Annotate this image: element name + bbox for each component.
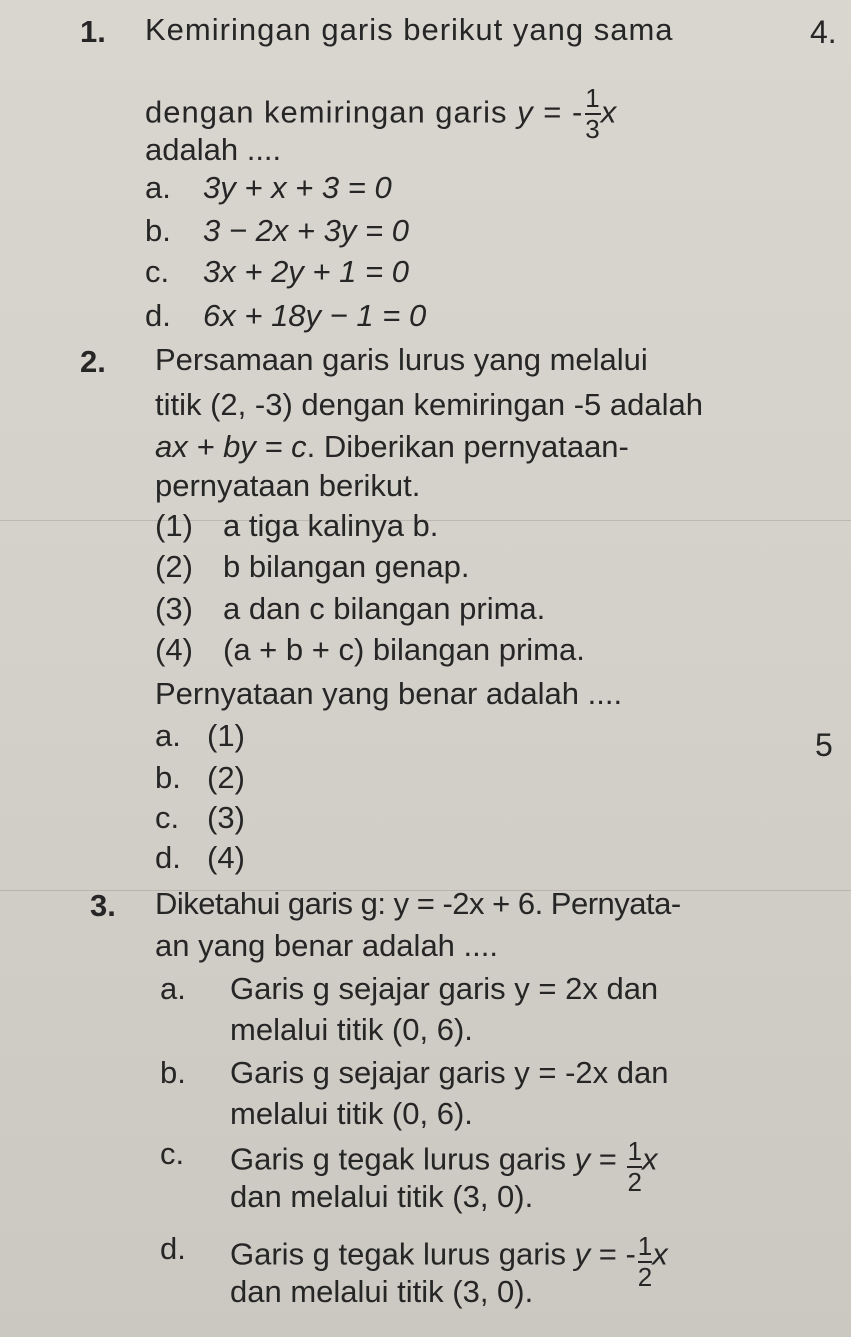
q1-option-a (145, 170, 392, 205)
option-letter: b. (155, 760, 181, 795)
option-text: Garis g sejajar garis y = 2x dan (230, 971, 659, 1006)
eq-sign: = - (598, 1236, 636, 1272)
option-text: (2) (207, 760, 245, 795)
q2-statement-1 (155, 508, 439, 543)
option-letter: a. (145, 170, 171, 205)
q1-option-b (145, 213, 409, 248)
q3-option-c-cont: dan melalui titik (3, 0). (230, 1179, 534, 1214)
q3-option-a (160, 971, 659, 1006)
option-letter: b. (145, 213, 171, 248)
option-letter: a. (155, 718, 181, 753)
statement-text: a tiga kalinya b. (223, 508, 439, 543)
q2-line3 (155, 431, 629, 462)
eq-lhs: y (574, 1141, 591, 1177)
fraction (638, 1233, 652, 1292)
option-letter: c. (145, 254, 170, 289)
statement-num: (3) (155, 591, 193, 626)
option-letter: b. (160, 1055, 186, 1090)
statement-num: (2) (155, 549, 193, 584)
statement-num: (1) (155, 508, 193, 543)
q3-line2: an yang benar adalah .... (155, 928, 498, 963)
q2-option-b (155, 760, 245, 795)
option-text: 3 − 2x + 3y = 0 (203, 213, 409, 248)
q3-line1: Diketahui garis g: y = -2x + 6. Pernyata- (155, 886, 681, 921)
frac-den: 2 (627, 1167, 642, 1198)
q3-option-b-cont: melalui titik (0, 6). (230, 1096, 473, 1131)
q2-statement-2 (155, 549, 470, 584)
frac-den: 2 (637, 1262, 653, 1293)
q1-frac-num: 1 (585, 83, 601, 113)
q4-number: 4. (810, 14, 837, 50)
q1-number: 1. (80, 14, 106, 49)
q2-line2: titik (2, -3) dengan kemiringan -5 adalah (155, 387, 703, 422)
option-text: Garis g sejajar garis y = -2x dan (230, 1055, 669, 1090)
statement-text: (a + b + c) bilangan prima. (223, 632, 585, 667)
q1-eq-lhs: y (517, 94, 534, 130)
q2-equation: ax + by = c (155, 429, 307, 464)
frac-num: 1 (637, 1231, 653, 1261)
option-letter: a. (160, 971, 186, 1006)
frac-num: 1 (627, 1136, 642, 1166)
q2-option-a (155, 718, 245, 753)
q3-option-b (160, 1055, 669, 1090)
q1-option-c (145, 254, 409, 289)
q1-eq-sign: = - (543, 94, 584, 130)
option-text: (3) (207, 800, 245, 835)
q1-line1: Kemiringan garis berikut yang sama (145, 12, 674, 47)
q1-frac-den: 3 (585, 114, 601, 145)
q2-prompt: Pernyataan yang benar adalah .... (155, 676, 623, 711)
eq-lhs: y (574, 1236, 591, 1272)
q2-statement-4 (155, 632, 585, 667)
q1-option-d (145, 298, 427, 333)
option-letter: d. (155, 840, 181, 875)
option-letter: c. (155, 800, 180, 835)
q2-option-c (155, 800, 245, 835)
option-text: 3y + x + 3 = 0 (203, 170, 392, 205)
q2-line3-rest: . Diberikan pernyataan- (306, 429, 629, 464)
option-text: (4) (207, 840, 245, 875)
q2-statement-3 (155, 591, 546, 626)
eq-sign: = (598, 1141, 617, 1177)
option-text: 3x + 2y + 1 = 0 (203, 254, 409, 289)
q1-line2-text: dengan kemiringan garis (145, 94, 508, 130)
q2-line1: Persamaan garis lurus yang melalui (155, 342, 648, 377)
statement-num: (4) (155, 632, 193, 667)
q1-fraction (585, 85, 600, 144)
q2-option-d (155, 840, 245, 875)
option-text: Garis g tegak lurus garis (230, 1141, 566, 1177)
option-text: Garis g tegak lurus garis (230, 1236, 566, 1272)
statement-text: a dan c bilangan prima. (223, 591, 546, 626)
q1-line3: adalah .... (145, 132, 282, 167)
option-letter: c. (160, 1136, 185, 1171)
fraction (627, 1138, 641, 1197)
option-text: 6x + 18y − 1 = 0 (203, 298, 427, 333)
q2-number: 2. (80, 344, 106, 379)
option-letter: d. (145, 298, 171, 333)
q3-option-d-cont: dan melalui titik (3, 0). (230, 1274, 534, 1309)
option-letter: d. (160, 1231, 186, 1266)
statement-text: b bilangan genap. (223, 549, 470, 584)
eq-var: x (641, 1141, 658, 1177)
q1-eq-var: x (600, 94, 618, 130)
q3-number: 3. (90, 888, 116, 923)
eq-var: x (652, 1236, 668, 1272)
q3-option-a-cont: melalui titik (0, 6). (230, 1012, 473, 1047)
q2-line4: pernyataan berikut. (155, 468, 421, 503)
q5-number: 5 (815, 727, 833, 763)
option-text: (1) (207, 718, 245, 753)
